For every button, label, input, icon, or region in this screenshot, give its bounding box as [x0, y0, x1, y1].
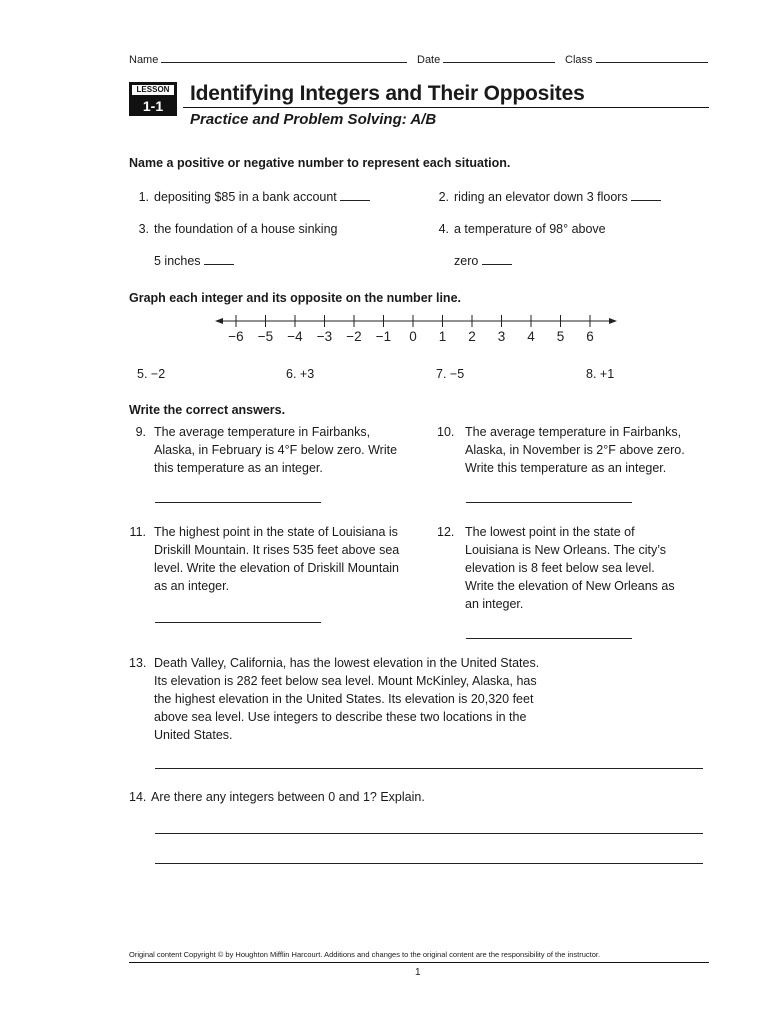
question-number: 4.	[438, 222, 449, 236]
answer-line-14a[interactable]	[155, 832, 703, 834]
question-13	[129, 654, 709, 744]
question-7: 7. −5	[436, 367, 465, 381]
answer-line-14b[interactable]	[155, 862, 703, 864]
answer-line-12[interactable]	[466, 637, 632, 639]
class-row	[565, 51, 708, 69]
question-line: Death Valley, California, has the lowest elevation in the United States.	[154, 656, 540, 670]
question-line: Its elevation is 282 feet below sea level. Mount McKinley, Alaska, has	[154, 674, 537, 688]
question-6: 6. +3	[286, 367, 315, 381]
question-line: The average temperature in Fairbanks,	[465, 425, 682, 439]
number-line-tick-label: 0	[409, 329, 417, 344]
name-field[interactable]	[161, 51, 407, 63]
question-number: 13.	[129, 656, 147, 670]
date-field[interactable]	[443, 51, 555, 63]
question-line: United States.	[154, 728, 233, 742]
question-line: as an integer.	[154, 579, 230, 593]
page-number: 1	[415, 967, 421, 978]
question-10	[437, 423, 717, 477]
number-line-tick-label: −2	[346, 329, 362, 344]
date-label: Date	[417, 54, 441, 66]
question-text: depositing $85 in a bank account	[154, 190, 337, 204]
answer-blank[interactable]	[340, 189, 370, 201]
question-line: The lowest point in the state of	[465, 525, 635, 539]
question-text: the foundation of a house sinking	[154, 222, 338, 236]
answer-line-13[interactable]	[155, 767, 703, 769]
section2-heading: Graph each integer and its opposite on the number line.	[129, 291, 461, 305]
question-3	[132, 220, 337, 238]
class-label: Class	[565, 54, 593, 66]
question-text	[154, 523, 429, 595]
question-line: level. Write the elevation of Driskill Mountain	[154, 561, 400, 575]
footer-rule	[129, 962, 709, 963]
answer-line-9[interactable]	[155, 501, 321, 503]
question-text	[154, 654, 709, 744]
question-3-line2	[154, 252, 234, 270]
page-subtitle: Practice and Problem Solving: A/B	[190, 111, 437, 128]
question-number: 14.	[129, 790, 147, 804]
number-line-tick-label: 5	[556, 329, 565, 344]
question-number: 11.	[129, 525, 146, 539]
answer-blank[interactable]	[204, 253, 234, 265]
question-line: Alaska, in February is 4°F below zero. Write	[154, 443, 398, 457]
question-8: 8. +1	[586, 367, 615, 381]
number-line-tick-label: −3	[316, 329, 333, 344]
number-line-left-arrow	[215, 318, 223, 324]
header-row	[129, 51, 407, 69]
title-rule	[183, 107, 709, 108]
section1-heading: Name a positive or negative number to represent each situation.	[129, 156, 511, 170]
question-9	[129, 423, 429, 477]
question-5: 5. −2	[137, 367, 166, 381]
class-field[interactable]	[596, 51, 708, 63]
section3-heading: Write the correct answers.	[129, 403, 286, 417]
number-line-tick-label: 4	[527, 329, 535, 344]
question-4	[432, 220, 606, 238]
copyright-notice: Original content Copyright © by Houghton Mifflin Harcourt. Additions and changes to the original content are the responsibility of the instructor.	[129, 950, 601, 959]
question-14	[129, 788, 425, 806]
question-text: riding an elevator down 3 floors	[454, 190, 628, 204]
question-line: Alaska, in November is 2°F above zero.	[465, 443, 685, 457]
date-row	[417, 51, 555, 69]
question-line: The highest point in the state of Louisiana is	[154, 525, 398, 539]
question-text: a temperature of 98° above	[454, 222, 606, 236]
number-line-tick-label: −5	[257, 329, 274, 344]
question-line: an integer.	[465, 597, 524, 611]
question-number: 12.	[437, 525, 455, 539]
question-number: 9.	[135, 425, 146, 439]
question-number: 3.	[138, 222, 149, 236]
question-line: The average temperature in Fairbanks,	[154, 425, 371, 439]
question-line: Louisiana is New Orleans. The city’s	[465, 543, 667, 557]
question-number: 2.	[438, 190, 449, 204]
number-line-tick-label: 2	[468, 329, 476, 344]
question-12	[437, 523, 717, 613]
question-2	[432, 188, 661, 206]
lesson-badge	[129, 82, 177, 116]
number-line-ticks	[228, 315, 593, 344]
number-line-right-arrow	[609, 318, 617, 324]
number-line-tick-label: −6	[228, 329, 244, 344]
question-line: elevation is 8 feet below sea level.	[465, 561, 655, 575]
answer-blank[interactable]	[482, 253, 512, 265]
question-text: zero	[454, 254, 479, 268]
question-text	[154, 423, 429, 477]
lesson-badge-number: 1-1	[142, 98, 164, 114]
question-line: above sea level. Use integers to describe these two locations in the	[154, 710, 527, 724]
number-line-tick-label: 3	[497, 329, 506, 344]
question-text: Are there any integers between 0 and 1? Explain.	[151, 790, 425, 804]
question-text	[465, 523, 717, 613]
question-line: Driskill Mountain. It rises 535 feet above sea	[154, 543, 400, 557]
question-11	[129, 523, 429, 595]
question-text: 5 inches	[154, 254, 201, 268]
name-label: Name	[129, 54, 159, 66]
page-title: Identifying Integers and Their Opposites	[190, 82, 585, 105]
answer-line-10[interactable]	[466, 501, 632, 503]
number-line-tick-label: −1	[375, 329, 392, 344]
number-line-tick-label: 1	[438, 329, 447, 344]
question-line: this temperature as an integer.	[154, 461, 323, 475]
question-text	[465, 423, 717, 477]
number-line-tick-label: −4	[287, 329, 303, 344]
question-4-line2	[454, 252, 512, 270]
question-number: 1.	[138, 190, 149, 204]
number-line[interactable]	[215, 310, 620, 350]
question-line: the highest elevation in the United States. Its elevation is 20,320 feet	[154, 692, 534, 706]
question-line: Write the elevation of New Orleans as	[465, 579, 675, 593]
question-number: 10.	[437, 425, 455, 439]
answer-blank[interactable]	[631, 189, 661, 201]
lesson-badge-label: LESSON	[131, 84, 175, 96]
answer-line-11[interactable]	[155, 621, 321, 623]
number-line-tick-label: 6	[586, 329, 594, 344]
question-1	[132, 188, 370, 206]
question-line: Write this temperature as an integer.	[465, 461, 667, 475]
